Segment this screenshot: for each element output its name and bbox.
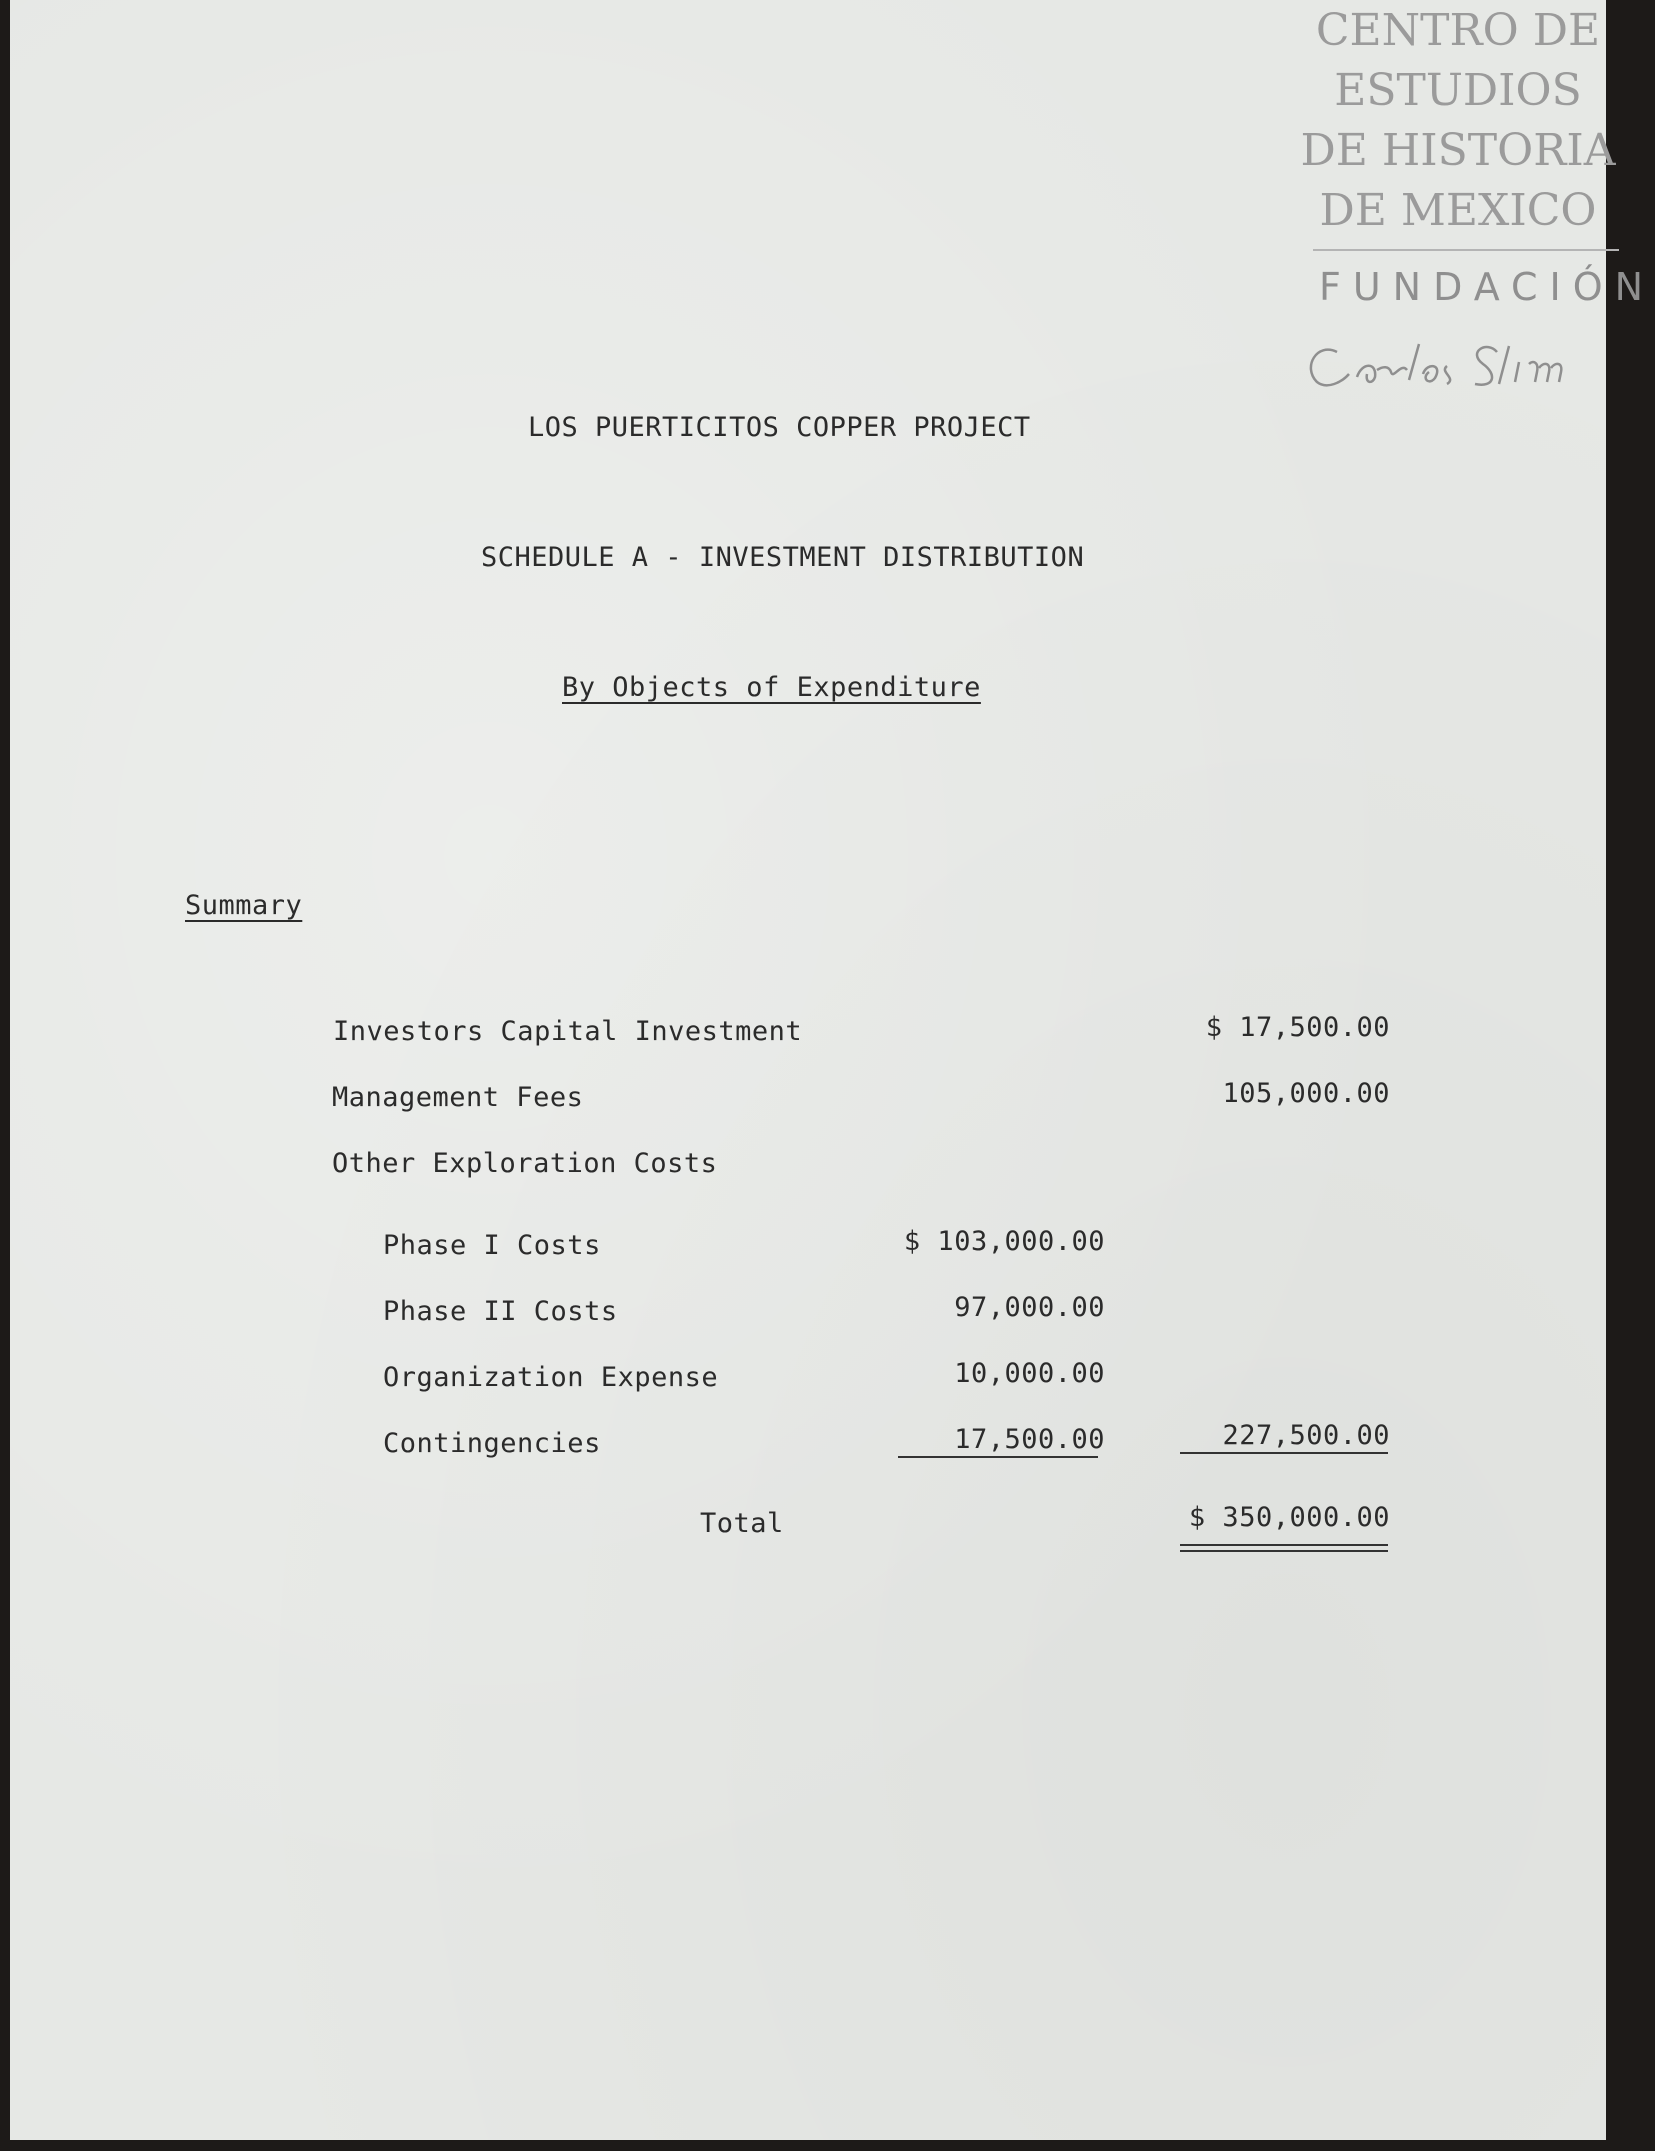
subtitle: By Objects of Expenditure — [562, 672, 981, 703]
schedule-heading: SCHEDULE A - INVESTMENT DISTRIBUTION — [481, 542, 1085, 573]
sub-item-label: Phase II Costs — [383, 1296, 618, 1327]
stamp-line: DE HISTORIA — [1300, 125, 1616, 176]
total-amount: $ 350,000.00 — [1188, 1502, 1390, 1533]
item-label: Investors Capital Investment — [333, 1016, 803, 1047]
subtotal-rule — [1180, 1452, 1388, 1454]
item-amount: $ 17,500.00 — [1205, 1012, 1390, 1043]
signature-logo — [1297, 322, 1619, 402]
item-label: Other Exploration Costs — [332, 1148, 718, 1179]
sub-item-label: Phase I Costs — [383, 1230, 601, 1261]
sub-item-amount: $ 103,000.00 — [903, 1226, 1105, 1257]
subtotal-rule — [898, 1456, 1098, 1458]
item-label: Management Fees — [332, 1082, 584, 1113]
stamp-divider — [1313, 249, 1619, 251]
sub-item-label: Organization Expense — [383, 1362, 719, 1393]
sub-item-label: Contingencies — [383, 1428, 601, 1459]
other-costs-subtotal: 227,500.00 — [1222, 1420, 1390, 1451]
document-title: LOS PUERTICITOS COPPER PROJECT — [528, 412, 1031, 443]
stamp-line: CENTRO DE — [1315, 5, 1601, 56]
stamp-line: DE MEXICO — [1319, 185, 1597, 236]
total-double-rule — [1180, 1544, 1388, 1552]
section-summary: Summary — [185, 890, 303, 921]
archive-stamp — [1297, 0, 1655, 400]
sub-item-amount: 97,000.00 — [954, 1292, 1105, 1323]
stamp-fundacion: FUNDACIÓN — [1319, 265, 1655, 309]
sub-item-amount: 17,500.00 — [954, 1424, 1105, 1455]
stamp-line: ESTUDIOS — [1334, 65, 1582, 116]
total-label: Total — [700, 1508, 784, 1539]
item-amount: 105,000.00 — [1222, 1078, 1390, 1109]
sub-item-amount: 10,000.00 — [954, 1358, 1105, 1389]
